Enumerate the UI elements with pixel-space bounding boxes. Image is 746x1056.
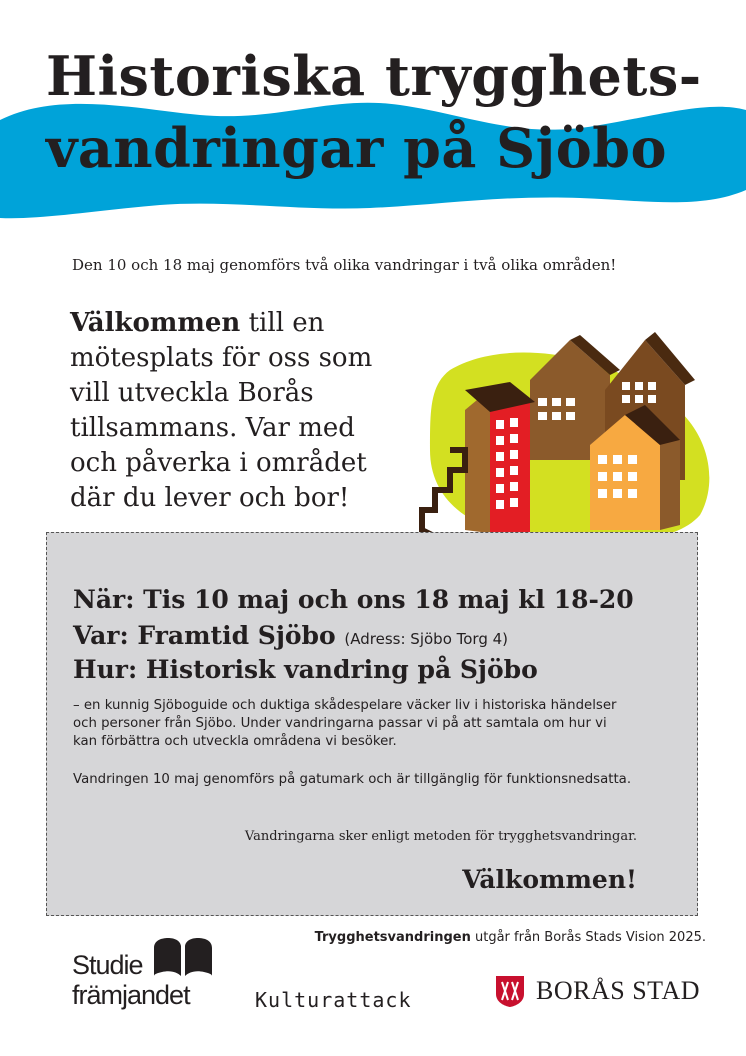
info-box <box>46 532 698 916</box>
studie-line-1: Studie <box>72 950 143 980</box>
how-line: Hur: Historisk vandring på Sjöbo <box>73 655 538 684</box>
welcome-bold: Välkommen <box>70 308 241 338</box>
title-line-2: vandringar på Sjöbo <box>46 116 667 180</box>
where-address: (Adress: Sjöbo Torg 4) <box>344 630 509 648</box>
book-icon <box>152 936 214 978</box>
where-line <box>73 621 508 650</box>
closing-text: Välkommen! <box>462 865 637 894</box>
description-text: – en kunnig Sjöboguide och duktiga skådespelare väcker liv i historiska händelser och personer från Sjöbo. Under vandringarna passar vi på att samtala om hur vi kan förbättra och utveckla områdena vi besöker. <box>73 698 617 749</box>
when-line: När: Tis 10 maj och ons 18 maj kl 18-20 <box>73 585 634 614</box>
welcome-text <box>70 306 410 516</box>
kulturattack-logo: Kulturattack <box>255 988 412 1012</box>
title-line-1: Historiska trygghets- <box>46 44 702 108</box>
welcome-rest: till en mötesplats för oss som vill utveckla Borås tillsammans. Var med och påverka i området där du lever och bor! <box>70 308 373 513</box>
intro-text: Den 10 och 18 maj genomförs två olika vandringar i två olika områden! <box>72 256 617 274</box>
studie-line-2: främjandet <box>72 980 190 1010</box>
coat-of-arms-icon <box>494 974 526 1008</box>
vision-text <box>315 930 706 945</box>
vision-bold: Trygghetsvandringen <box>314 930 471 945</box>
vision-rest: utgår från Borås Stads Vision 2025. <box>470 930 706 945</box>
page-title <box>46 40 702 184</box>
studiefraemjandet-logo <box>72 936 222 1016</box>
boras-stad-text: BORÅS STAD <box>536 976 701 1005</box>
method-text: Vandringarna sker enligt metoden för trygghetsvandringar. <box>244 829 637 844</box>
houses-illustration <box>410 330 730 550</box>
where-label: Var: Framtid Sjöbo <box>73 621 336 650</box>
accessibility-text: Vandringen 10 maj genomförs på gatumark och är tillgänglig för funktionsnedsatta. <box>73 772 632 787</box>
